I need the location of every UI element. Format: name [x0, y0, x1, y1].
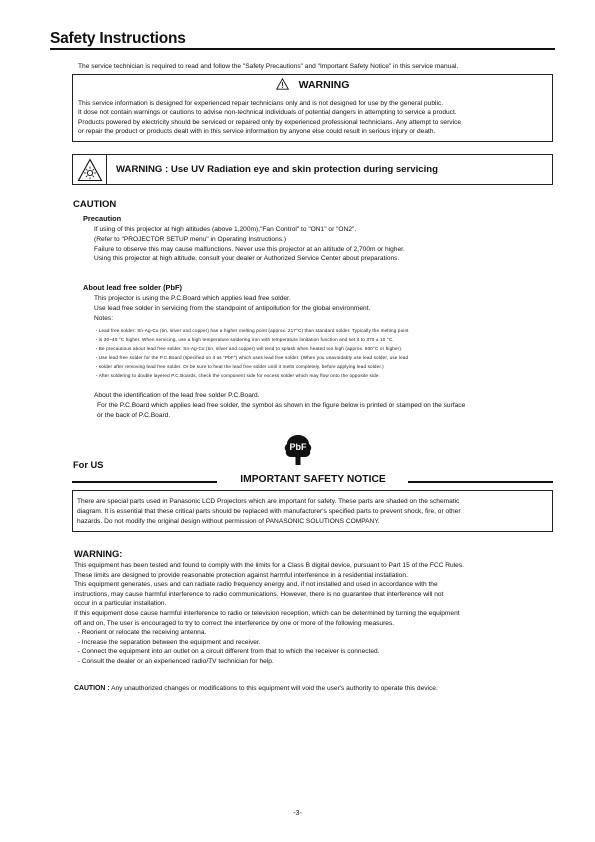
fcc-line: - Consult the dealer or an experienced radio/TV technician for help. — [74, 657, 274, 665]
uv-warning-box — [72, 154, 553, 185]
fcc-line: These limits are designed to provide reasonable protection against harmful interference in a residential installation. — [74, 571, 408, 579]
final-caution-label: CAUTION : — [74, 685, 110, 692]
final-caution — [74, 685, 438, 692]
precaution-line: Using this projector at high altitude, consult your dealer or Authorized Service Center about preparations. — [94, 255, 400, 263]
fcc-line: instructions, may cause harmful interference to radio communications. However, there is no guarantee that interference will not — [74, 590, 444, 598]
note-item: ・Be precautious about lead free solder. Sn-Ag-Cu (tin, silver and copper) will tend to splash when heated too high (approx. 600°C or higher). — [94, 346, 403, 352]
precaution-heading: Precaution — [83, 214, 122, 223]
precaution-line: If using of this projector at high altitudes (above 1,200m),"Fan Control" to "ON1" or "ON2". — [94, 226, 357, 233]
uv-warning-text: WARNING : Use UV Radiation eye and skin protection during servicing — [116, 164, 438, 175]
important-notice-title: IMPORTANT SAFETY NOTICE — [240, 474, 386, 485]
page-number: -3- — [293, 810, 302, 817]
warning-heading — [73, 78, 552, 91]
important-notice-box — [72, 490, 553, 532]
fcc-line: - Increase the separation between the equipment and receiver. — [74, 638, 261, 646]
warning-line: Products powered by electricity should be serviced or repaired only by experienced professional technicians. Any attempt to service — [78, 118, 462, 126]
identification-line-2: For the P.C.Board which applies lead free solder, the symbol as shown in the figure below is printed or stamped on the surface — [97, 402, 466, 409]
precaution-text — [94, 225, 405, 264]
lead-free-heading: About lead free solder (PbF) — [83, 283, 182, 292]
note-item: ・is 30~40 °C higher. When servicing, use a high temperature soldering iron with temperature limitation function and set it to 370 ± 10 °C. — [94, 337, 394, 343]
note-item: ・solder after removing lead free solder. Or be sure to heat the lead free solder until it melts completely, before applying lead solder.) — [94, 364, 384, 370]
solder-notes — [94, 326, 409, 381]
uv-radiation-icon — [73, 155, 107, 184]
notice-line: There are special parts used in Panasonic LCD Projectors which are important for safety. These parts are shaded on the schematic — [77, 498, 460, 505]
fcc-line: This equipment generates, uses and can radiate radio frequency energy and, if not installed and used in accordance with the — [74, 581, 438, 589]
note-item: ・Use lead free solder for the P.C.Board (specified on it as "PbF") which uses lead free solder. (When you unavoidably use lead solder, use lead — [94, 355, 409, 361]
warning-heading-text: WARNING — [298, 79, 350, 91]
identification-line-1: About the identification of the lead free solder P.C.Board. — [94, 392, 260, 399]
page-title: Safety Instructions — [50, 30, 186, 47]
pbf-logo-text: PbF — [289, 442, 307, 452]
notice-line: diagram. It is essential that these critical parts should be replaced with manufacturer's specified parts to prevent shock, fire, or other — [77, 507, 461, 515]
warning-triangle-icon — [276, 78, 289, 90]
identification-line-3: or the back of P.C.Board. — [97, 412, 171, 419]
precaution-line: Failure to observe this may cause malfunctions. Never use this projector at an altitude of 2,700m or higher. — [94, 245, 405, 253]
warning-box — [72, 74, 553, 142]
fcc-line: If this equipment dose cause harmful interference to radio or television reception, which can be determined by turning the equipment — [74, 609, 460, 617]
warning-line: This service information is designed for experienced repair technicians only and is not designed for use by the general public. — [78, 100, 444, 107]
final-caution-text: Any unauthorized changes or modifications to this equipment will void the user's authority to operate this device. — [109, 685, 438, 692]
lead-free-line: This projector is using the P.C.Board which applies lead free solder. — [94, 295, 291, 302]
fcc-line: - Reorient or relocate the receiving antenna. — [74, 629, 207, 637]
fcc-line: This equipment has been tested and found to comply with the limits for a Class B digital device, pursuant to Part 15 of the FCC Rules. — [74, 562, 464, 569]
precaution-line: (Refer to "PROJECTOR SETUP menu" in Operating Instructions.) — [94, 235, 287, 243]
notice-rule-left — [72, 481, 217, 483]
lead-free-line: Notes: — [94, 314, 114, 322]
lead-free-text — [94, 294, 370, 323]
warning-line: or repair the product or products dealt with in this service information by anyone else could result in serious injury or death. — [78, 128, 436, 136]
fcc-line: - Connect the equipment into an outlet on a circuit different from that to which the receiver is connected. — [74, 648, 380, 656]
fcc-warning-heading: WARNING: — [74, 548, 123, 559]
important-notice-body — [77, 497, 548, 526]
fcc-line: off and on, The user is encouraged to try to correct the interference by one or more of the following measures. — [74, 619, 395, 627]
notice-line: hazards. Do not modify the original design without permission of PANASONIC SOLUTIONS COMPANY. — [77, 517, 380, 525]
note-item: ・After soldering to double layered P.C.Boards, check the component side for excess solder which may flow onto the opposite side. — [94, 373, 380, 379]
intro-text: The service technician is required to read and follow the "Safety Precautions" and "Important Safety Notice" in this service manual. — [78, 63, 459, 70]
caution-heading: CAUTION — [73, 199, 117, 210]
title-rule — [50, 48, 555, 50]
lead-free-line: Use lead free solder in servicing from the standpoint of antipollution for the global environment. — [94, 304, 371, 312]
notice-rule-right — [408, 481, 553, 483]
warning-line: It dose not contain warnings or cautions to advise non-technical individuals of potential dangers in attempting to service a product. — [78, 109, 457, 117]
pbf-logo-icon — [283, 433, 313, 472]
fcc-warning-text — [74, 561, 464, 667]
fcc-line: occur in a particular installation. — [74, 600, 167, 608]
warning-body — [78, 99, 548, 137]
note-item: ・Lead free solder: Sn-Ag-Cu (tin, silver and copper) has a higher melting point (approx. 217°C) than standard solder. Typically the melting point — [94, 328, 409, 333]
for-us-heading: For US — [73, 460, 104, 470]
